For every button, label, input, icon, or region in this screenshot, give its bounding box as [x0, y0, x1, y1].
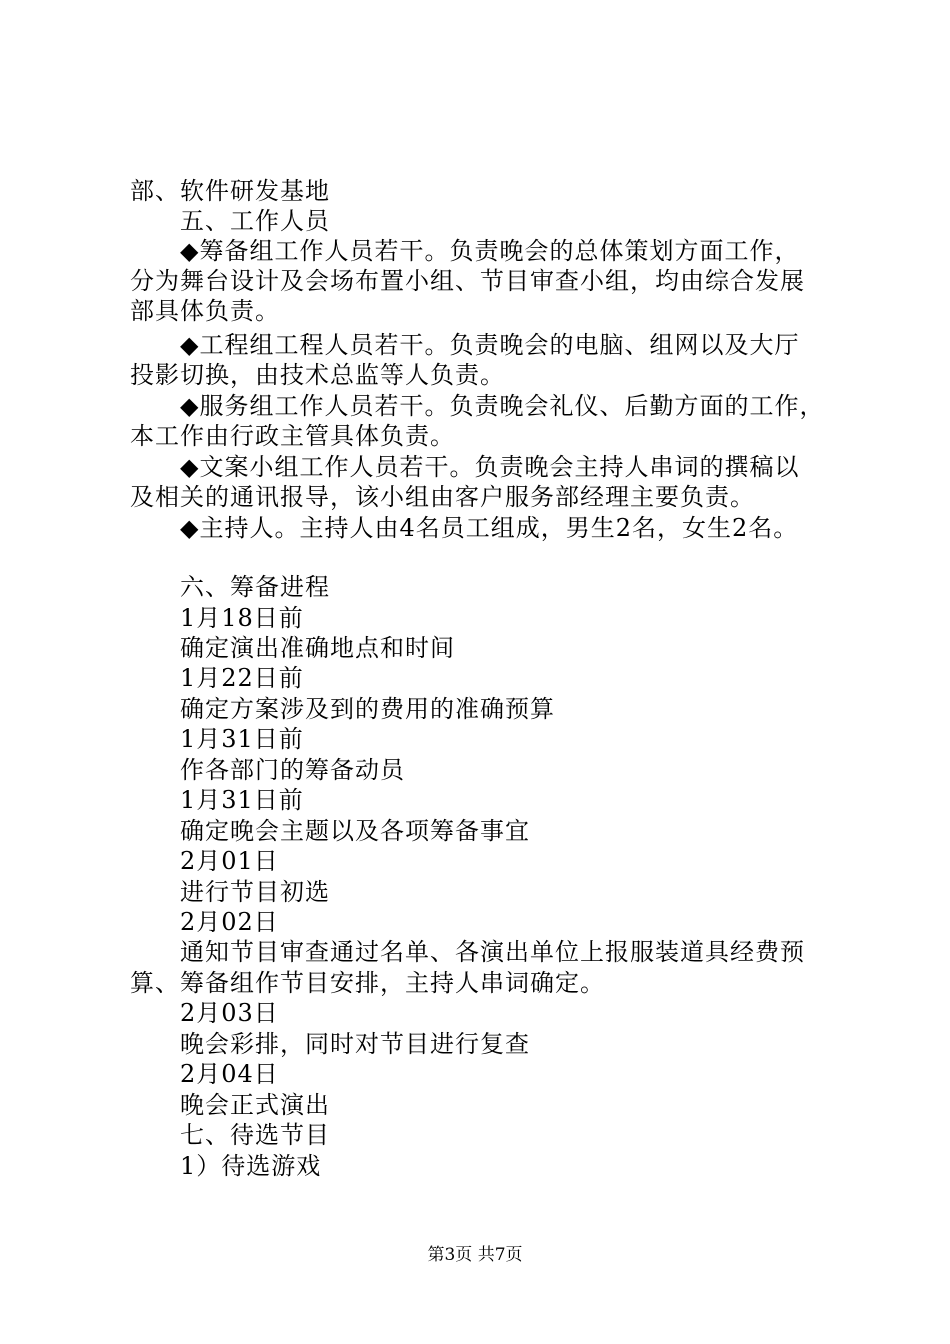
text-line: ◆文案小组工作人员若干。负责晚会主持人串词的撰稿以 — [180, 453, 800, 481]
text-line: ◆筹备组工作人员若干。负责晚会的总体策划方面工作， — [180, 237, 800, 265]
text-line: 分为舞台设计及会场布置小组、节目审查小组，均由综合发展 — [130, 267, 805, 295]
schedule-task: 算、筹备组作节目安排，主持人串词确定。 — [130, 969, 605, 997]
schedule-date: 2月04日 — [180, 1060, 279, 1088]
text-line: 部具体负责。 — [130, 297, 280, 325]
text-line: ◆工程组工程人员若干。负责晚会的电脑、组网以及大厅 — [180, 331, 800, 359]
schedule-task: 确定演出准确地点和时间 — [180, 634, 455, 662]
schedule-date: 1月18日前 — [180, 604, 304, 632]
page-footer: 第3页 共7页 — [427, 1245, 523, 1265]
text-line: 及相关的通讯报导，该小组由客户服务部经理主要负责。 — [130, 483, 755, 511]
text-line: ◆服务组工作人员若干。负责晚会礼仪、后勤方面的工作， — [180, 392, 825, 420]
section-heading: 七、待选节目 — [180, 1121, 330, 1149]
schedule-task: 晚会彩排，同时对节目进行复查 — [180, 1030, 530, 1058]
text-line: 1）待选游戏 — [180, 1152, 322, 1180]
section-heading: 六、筹备进程 — [180, 573, 330, 601]
schedule-task: 确定晚会主题以及各项筹备事宜 — [180, 817, 530, 845]
schedule-task: 晚会正式演出 — [180, 1091, 330, 1119]
schedule-task: 进行节目初选 — [180, 878, 330, 906]
schedule-date: 1月22日前 — [180, 664, 304, 692]
schedule-task: 通知节目审查通过名单、各演出单位上报服装道具经费预 — [180, 938, 805, 966]
text-line: 投影切换，由技术总监等人负责。 — [130, 361, 505, 389]
section-heading: 五、工作人员 — [180, 207, 330, 235]
schedule-date: 2月01日 — [180, 847, 279, 875]
schedule-task: 确定方案涉及到的费用的准确预算 — [180, 695, 555, 723]
schedule-date: 2月02日 — [180, 908, 279, 936]
schedule-date: 1月31日前 — [180, 786, 304, 814]
text-line: 本工作由行政主管具体负责。 — [130, 422, 455, 450]
schedule-date: 1月31日前 — [180, 725, 304, 753]
text-line: 部、软件研发基地 — [130, 177, 330, 205]
schedule-date: 2月03日 — [180, 999, 279, 1027]
schedule-task: 作各部门的筹备动员 — [180, 756, 405, 784]
text-line: ◆主持人。主持人由4名员工组成，男生2名，女生2名。 — [180, 514, 799, 542]
